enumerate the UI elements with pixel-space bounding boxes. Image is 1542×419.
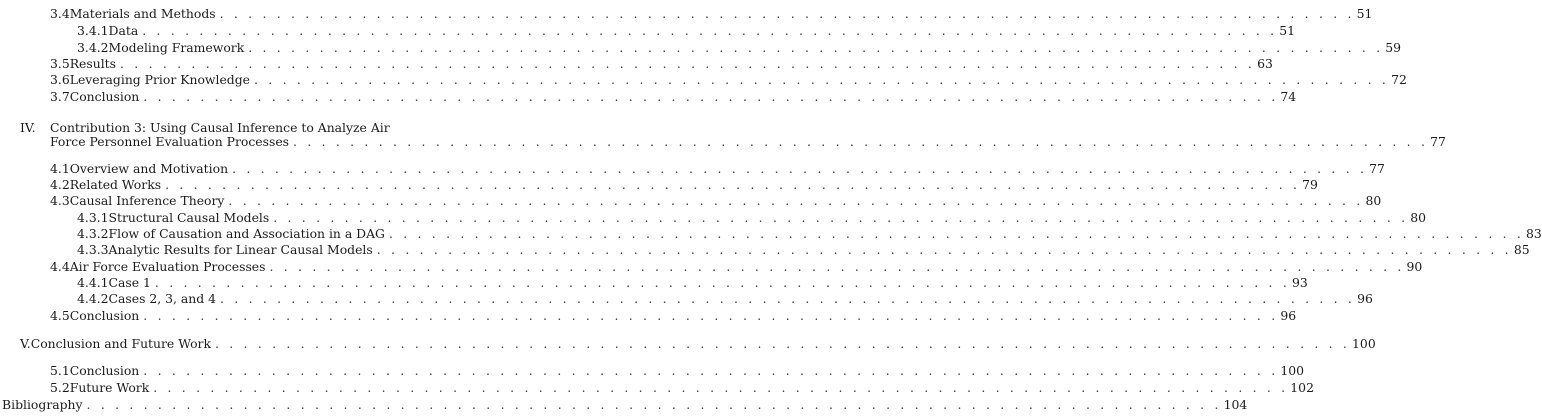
section-title: Materials and Methods [69, 6, 216, 21]
section-number: 3.4 [50, 6, 70, 21]
toc-entry-4-1[interactable] [0, 161, 1385, 178]
section-title: Results [69, 56, 117, 71]
page-number: 63 [1257, 56, 1273, 71]
dot-leader: . . . . . . . . . . . . . . . . . . . . . . . . . . . . . . . . . . . . . . . . . . . . . . . . . . . . . . . . . . . . . . . . . . . . . . . . . . . . . . . . [120, 56, 1256, 71]
section-number: 3.6 [50, 72, 70, 87]
toc-chapter-4-line2[interactable] [0, 134, 1446, 151]
dot-leader: . . . . . . . . . . . . . . . . . . . . . . . . . . . . . . . . . . . . . . . . . . . . . . . . . . . . . . . . . . . . . . . . . . . . . . . . . . . . . . . . [220, 291, 1356, 306]
section-title: Analytic Results for Linear Causal Models [108, 242, 373, 257]
section-number: 5.2 [50, 380, 70, 395]
toc-entry-4-4[interactable] [0, 259, 1423, 276]
page-number: 74 [1280, 89, 1297, 104]
dot-leader: . . . . . . . . . . . . . . . . . . . . . . . . . . . . . . . . . . . . . . . . . . . . . . . . . . . . . . . . . . . . . . . . . . . . . . . . . . . . . . . . [142, 23, 1278, 38]
section-title: Data [108, 23, 139, 38]
section-number: 3.5 [50, 56, 70, 71]
toc-entry-3-6[interactable] [0, 72, 1407, 89]
page-number: 90 [1406, 259, 1423, 274]
page-number: 85 [1513, 242, 1530, 257]
section-number: 3.7 [50, 89, 70, 104]
toc-entry-4-4-1[interactable] [0, 275, 1308, 292]
section-number: 4.4.2 [77, 291, 109, 306]
chapter-number: IV. [20, 120, 36, 135]
dot-leader: . . . . . . . . . . . . . . . . . . . . . . . . . . . . . . . . . . . . . . . . . . . . . . . . . . . . . . . . . . . . . . . . . . . . . . . . . . . . . . . . [86, 397, 1222, 412]
section-title: Conclusion [69, 308, 140, 323]
section-number: 3.4.2 [77, 40, 109, 55]
section-number: 4.3 [50, 193, 70, 208]
page-number: 72 [1391, 72, 1407, 87]
section-number: 4.4.1 [77, 275, 109, 290]
toc-entry-3-4-2[interactable] [0, 40, 1402, 57]
section-title: Causal Inference Theory [69, 193, 225, 208]
section-number: 3.4.1 [77, 23, 109, 38]
section-number: 4.3.3 [77, 242, 109, 257]
toc-entry-3-5[interactable] [0, 56, 1273, 73]
toc-entry-4-3-2[interactable] [0, 226, 1542, 243]
section-number: 4.5 [50, 308, 70, 323]
dot-leader: . . . . . . . . . . . . . . . . . . . . . . . . . . . . . . . . . . . . . . . . . . . . . . . . . . . . . . . . . . . . . . . . . . . . . . . . . . . . . . . . [293, 134, 1429, 149]
section-title: Leveraging Prior Knowledge [69, 72, 251, 87]
page-number: 80 [1410, 210, 1427, 225]
page-number: 83 [1526, 226, 1542, 241]
dot-leader: . . . . . . . . . . . . . . . . . . . . . . . . . . . . . . . . . . . . . . . . . . . . . . . . . . . . . . . . . . . . . . . . . . . . . . . . . . . . . . . . [165, 177, 1301, 192]
dot-leader: . . . . . . . . . . . . . . . . . . . . . . . . . . . . . . . . . . . . . . . . . . . . . . . . . . . . . . . . . . . . . . . . . . . . . . . . . . . . . . . . [143, 363, 1279, 378]
dot-leader: . . . . . . . . . . . . . . . . . . . . . . . . . . . . . . . . . . . . . . . . . . . . . . . . . . . . . . . . . . . . . . . . . . . . . . . . . . . . . . . . [376, 242, 1512, 257]
bibliography-title: Bibliography [2, 397, 83, 412]
chapter-number: V. [20, 336, 31, 351]
dot-leader: . . . . . . . . . . . . . . . . . . . . . . . . . . . . . . . . . . . . . . . . . . . . . . . . . . . . . . . . . . . . . . . . . . . . . . . . . . . . . . . . [143, 308, 1279, 323]
page-number: 51 [1279, 23, 1296, 38]
dot-leader: . . . . . . . . . . . . . . . . . . . . . . . . . . . . . . . . . . . . . . . . . . . . . . . . . . . . . . . . . . . . . . . . . . . . . . . . . . . . . . . . [269, 259, 1405, 274]
page-number: 100 [1280, 363, 1304, 378]
toc-entry-4-3[interactable] [0, 193, 1382, 210]
toc-entry-5-2[interactable] [0, 380, 1314, 397]
page-number: 104 [1223, 397, 1248, 412]
section-number: 4.4 [50, 259, 70, 274]
section-title: Flow of Causation and Association in a DAG [108, 226, 385, 241]
page-number: 77 [1430, 134, 1446, 149]
dot-leader: . . . . . . . . . . . . . . . . . . . . . . . . . . . . . . . . . . . . . . . . . . . . . . . . . . . . . . . . . . . . . . . . . . . . . . . . . . . . . . . . [248, 40, 1384, 55]
dot-leader: . . . . . . . . . . . . . . . . . . . . . . . . . . . . . . . . . . . . . . . . . . . . . . . . . . . . . . . . . . . . . . . . . . . . . . . . . . . . . . . . [232, 161, 1368, 176]
section-number: 4.3.2 [77, 226, 109, 241]
section-title: Structural Causal Models [108, 210, 270, 225]
section-number: 4.1 [50, 161, 70, 176]
toc-entry-4-4-2[interactable] [0, 291, 1373, 308]
page-number: 93 [1291, 275, 1308, 290]
chapter-title-line2: Force Personnel Evaluation Processes [50, 134, 290, 149]
toc-entry-3-4[interactable] [0, 6, 1373, 23]
page-number: 77 [1369, 161, 1385, 176]
section-title: Conclusion [69, 363, 140, 378]
dot-leader: . . . . . . . . . . . . . . . . . . . . . . . . . . . . . . . . . . . . . . . . . . . . . . . . . . . . . . . . . . . . . . . . . . . . . . . . . . . . . . . . [388, 226, 1525, 241]
page-number: 96 [1280, 308, 1297, 323]
toc-chapter-5[interactable] [0, 336, 1376, 353]
toc-entry-5-1[interactable] [0, 363, 1304, 380]
dot-leader: . . . . . . . . . . . . . . . . . . . . . . . . . . . . . . . . . . . . . . . . . . . . . . . . . . . . . . . . . . . . . . . . . . . . . . . . . . . . . . . . [273, 210, 1409, 225]
page-number: 79 [1302, 177, 1318, 192]
chapter-title: Conclusion and Future Work [30, 336, 211, 351]
dot-leader: . . . . . . . . . . . . . . . . . . . . . . . . . . . . . . . . . . . . . . . . . . . . . . . . . . . . . . . . . . . . . . . . . . . . . . . . . . . . . . . . [219, 6, 1355, 21]
dot-leader: . . . . . . . . . . . . . . . . . . . . . . . . . . . . . . . . . . . . . . . . . . . . . . . . . . . . . . . . . . . . . . . . . . . . . . . . . . . . . . . . [254, 72, 1390, 87]
section-number: 4.3.1 [77, 210, 109, 225]
page-number: 59 [1385, 40, 1402, 55]
dot-leader: . . . . . . . . . . . . . . . . . . . . . . . . . . . . . . . . . . . . . . . . . . . . . . . . . . . . . . . . . . . . . . . . . . . . . . . . . . . . . . . . [153, 380, 1289, 395]
toc-entry-3-4-1[interactable] [0, 23, 1296, 40]
section-title: Cases 2, 3, and 4 [108, 291, 217, 306]
chapter-title-line1: Contribution 3: Using Causal Inference to Analyze Air [50, 120, 390, 135]
toc-entry-4-3-1[interactable] [0, 210, 1427, 227]
page-number: 100 [1352, 336, 1376, 351]
page-number: 51 [1356, 6, 1373, 21]
section-number: 4.2 [50, 177, 70, 192]
section-title: Conclusion [69, 89, 140, 104]
toc-entry-4-2[interactable] [0, 177, 1318, 194]
section-number: 5.1 [50, 363, 70, 378]
section-title: Overview and Motivation [69, 161, 229, 176]
section-title: Air Force Evaluation Processes [69, 259, 266, 274]
toc-entry-3-7[interactable] [0, 89, 1297, 106]
page-number: 102 [1290, 380, 1314, 395]
page-number: 80 [1365, 193, 1382, 208]
section-title: Modeling Framework [108, 40, 245, 55]
page-number: 96 [1357, 291, 1373, 306]
dot-leader: . . . . . . . . . . . . . . . . . . . . . . . . . . . . . . . . . . . . . . . . . . . . . . . . . . . . . . . . . . . . . . . . . . . . . . . . . . . . . . . . [228, 193, 1364, 208]
section-title: Future Work [69, 380, 150, 395]
dot-leader: . . . . . . . . . . . . . . . . . . . . . . . . . . . . . . . . . . . . . . . . . . . . . . . . . . . . . . . . . . . . . . . . . . . . . . . . . . . . . . . . [215, 336, 1351, 351]
dot-leader: . . . . . . . . . . . . . . . . . . . . . . . . . . . . . . . . . . . . . . . . . . . . . . . . . . . . . . . . . . . . . . . . . . . . . . . . . . . . . . . . [154, 275, 1290, 290]
section-title: Case 1 [108, 275, 151, 290]
section-title: Related Works [69, 177, 162, 192]
dot-leader: . . . . . . . . . . . . . . . . . . . . . . . . . . . . . . . . . . . . . . . . . . . . . . . . . . . . . . . . . . . . . . . . . . . . . . . . . . . . . . . . [143, 89, 1279, 104]
toc-entry-4-3-3[interactable] [0, 242, 1530, 259]
toc-entry-4-5[interactable] [0, 308, 1297, 325]
toc-bibliography[interactable] [0, 397, 1248, 414]
